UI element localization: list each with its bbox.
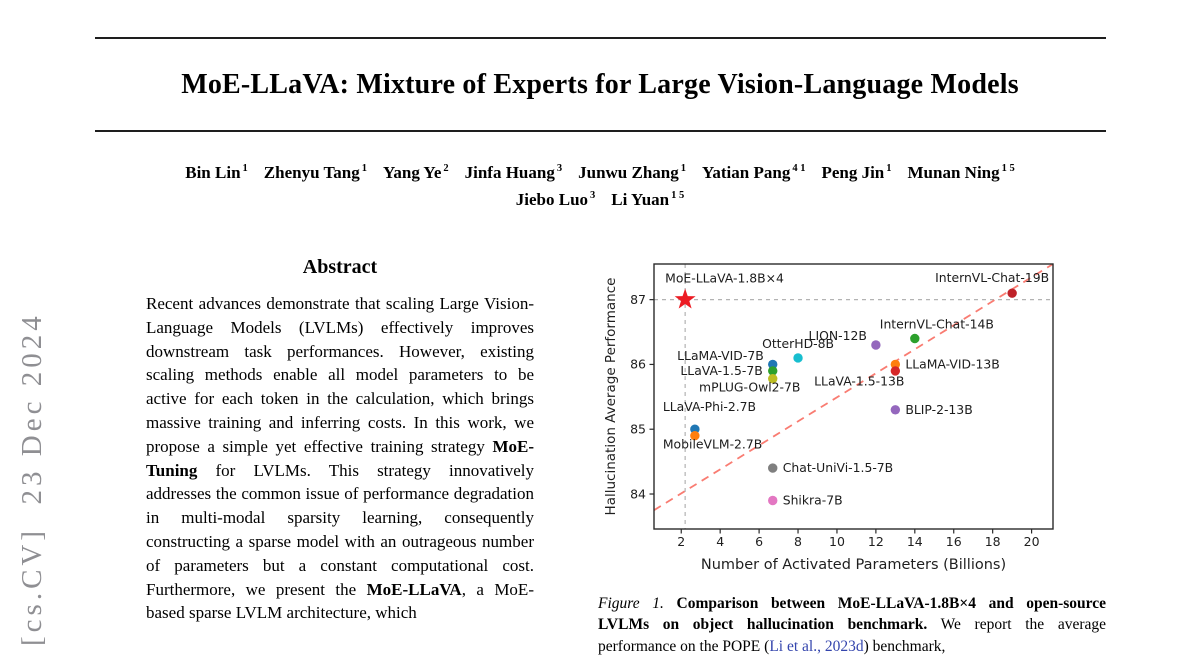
y-tick-label: 85 [630,421,646,437]
y-tick-label: 87 [630,291,646,307]
point-dot [793,353,802,362]
abstract-bold-moe-tuning: MoE-Tuning [146,436,534,480]
author-name: Junwu Zhang [578,163,679,182]
point-label: LLaMA-VID-7B [677,347,764,363]
x-tick-label: 4 [716,534,725,549]
author [516,190,596,209]
abstract-text-2: for LVLMs. This strategy innovatively addresses the common issue of performance degradation in multi-modal sparsity learning, consequently constructing a sparse model with an outrageous number of parameters but a constant computational cost. Furthermore, we present the [146,460,534,599]
author-affiliation-sup: 1 [361,163,367,175]
abstract-text-3: , a MoE-based sparse LVLM architecture, which [146,579,534,623]
x-tick-label: 2 [677,534,686,549]
author-affiliation-sup: 4 1 [792,163,806,175]
author [383,163,449,182]
figure1-caption [598,593,1106,657]
point-dot [1007,288,1016,297]
point-label: InternVL-Chat-14B [879,316,994,332]
author-name: Li Yuan [611,190,670,209]
point-label: Chat-UniVi-1.5-7B [782,460,894,476]
author-name: Jiebo Luo [515,190,589,209]
author-name: Bin Lin [185,163,241,182]
citation-link-li-2023d[interactable]: Li et al., 2023d [769,637,864,655]
author-line-2 [0,190,1200,210]
point-dot [768,463,777,472]
author [185,163,248,182]
point-label: LION-12B [808,327,867,343]
author-name: Peng Jin [821,163,885,182]
author-name: Munan Ning [907,163,1000,182]
author-name: Yatian Pang [702,163,791,182]
point-label: LLaVA-Phi-2.7B [662,399,757,415]
x-tick-label: 8 [794,534,803,549]
author-affiliation-sup: 1 [242,163,248,175]
author-affiliation-sup: 1 5 [671,190,685,202]
author-affiliation-sup: 1 5 [1001,163,1015,175]
author [702,163,805,182]
figure-number-label: Figure 1. [598,595,664,612]
author-affiliation-sup: 1 [680,163,686,175]
abstract-heading: Abstract [302,256,378,278]
title-rule-top [95,37,1106,39]
author-name: Jinfa Huang [464,163,555,182]
x-tick-label: 20 [1023,534,1040,549]
author-affiliation-sup: 3 [590,190,596,202]
highlight-label: MoE-LLaVA-1.8B×4 [665,270,784,286]
author-affiliation-sup: 2 [443,163,449,175]
author-name: Zhenyu Tang [263,163,360,182]
paper-title: MoE-LLaVA: Mixture of Experts for Large Vision-Language Models [181,69,1019,100]
plot-border [654,264,1053,529]
point-label: LLaVA-1.5-7B [680,362,763,378]
figure1-scatter-chart [598,252,1095,589]
caption-text-2: ) benchmark, [863,637,946,655]
abstract-body [146,292,534,625]
author-affiliation-sup: 1 [886,163,892,175]
point-label: InternVL-Chat-19B [935,270,1050,286]
point-label: OtterHD-8B [762,335,834,351]
point-dot [871,340,880,349]
y-tick-label: 84 [630,486,646,502]
author [611,190,684,209]
x-tick-label: 6 [755,534,764,549]
author-name: Yang Ye [382,163,442,182]
author [908,163,1015,182]
x-tick-label: 18 [984,534,1001,549]
x-tick-label: 12 [867,534,884,549]
point-label: mPLUG-Owl2-7B [699,379,801,395]
caption-bold-text: Comparison between MoE-LLaVA-1.8B×4 and open-source LVLMs on object hallucination benchmark. [598,595,1106,634]
author [578,163,686,182]
point-dot [768,496,777,505]
scatter-plot-svg [598,252,1095,589]
point-label: LLaVA-1.5-13B [814,373,905,389]
author [264,163,367,182]
arxiv-stamp: [cs.CV] 23 Dec 2024 [16,312,48,646]
title-rule-bottom [95,130,1106,132]
x-tick-label: 16 [945,534,962,549]
y-tick-label: 86 [630,356,646,372]
point-label: Shikra-7B [782,492,843,508]
y-axis-label: Hallucination Average Performance [603,277,619,516]
author-line-1 [0,163,1200,183]
abstract-bold-moe-llava: MoE-LLaVA [366,579,462,599]
point-dot [910,334,919,343]
x-axis-label: Number of Activated Parameters (Billions) [700,557,1007,573]
point-dot [891,405,900,414]
point-label: MobileVLM-2.7B [662,436,763,452]
author-affiliation-sup: 3 [556,163,563,175]
x-tick-label: 10 [829,534,845,549]
x-tick-label: 14 [906,534,923,549]
point-label: LLaMA-VID-13B [905,356,1000,372]
caption-text-1: We report the average performance on the POPE ( [598,616,1106,655]
point-label: BLIP-2-13B [905,401,973,417]
author [821,163,891,182]
abstract-text-1: Recent advances demonstrate that scaling Large Vision-Language Models (LVLMs) effectively improves downstream task performances. However, existing scaling methods enable all model parameters to be active for each token in the calculation, which brings massive training and inferring costs. In this work, we propose a simple yet effective training strategy [146,294,534,456]
author [465,163,562,182]
